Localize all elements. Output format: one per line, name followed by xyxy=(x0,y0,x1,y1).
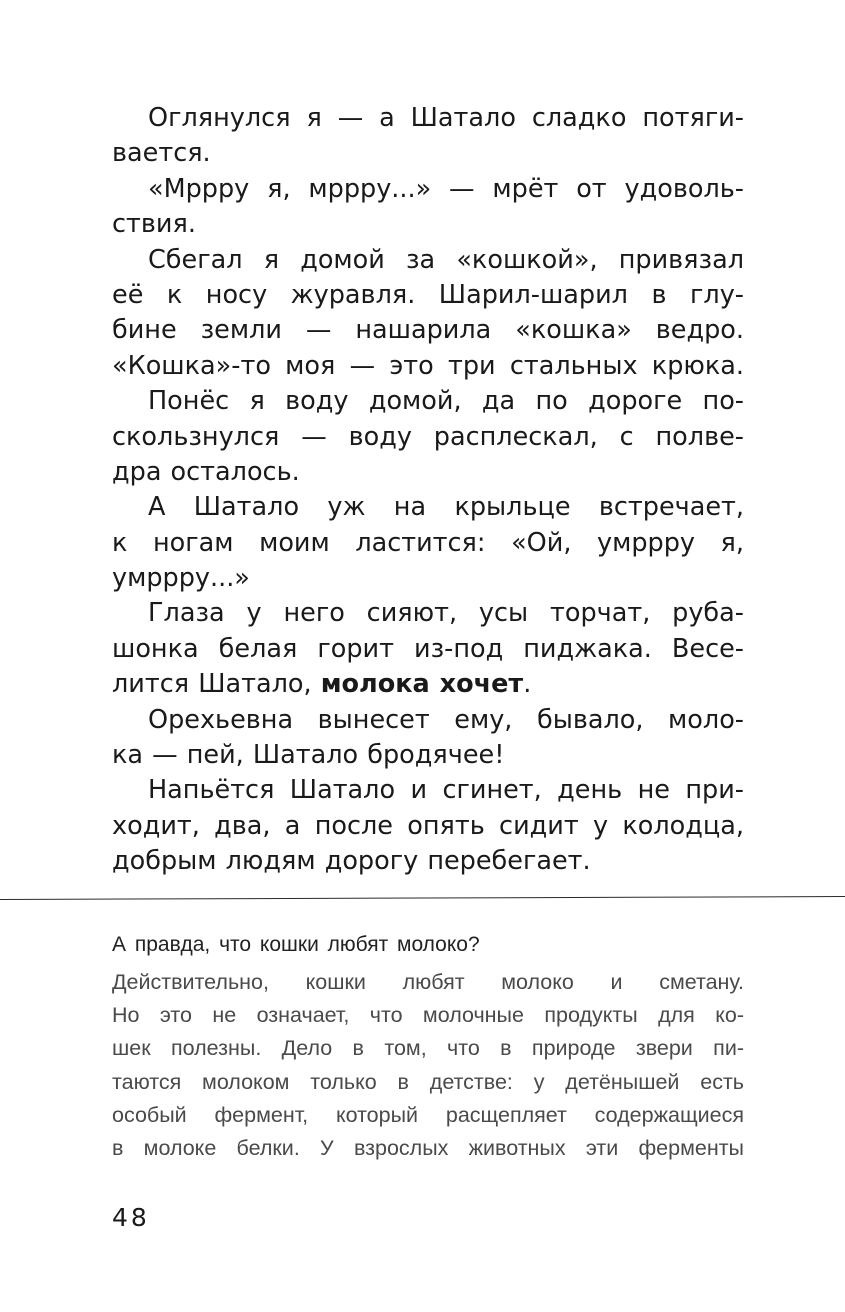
story-line: дра осталось. xyxy=(112,456,300,487)
story-line: её к носу журавля. Шарил-шарил в глу- xyxy=(112,279,744,310)
line-end-punctuation: . xyxy=(523,669,532,700)
story-line: «Мррру я, мррру...» — мрёт от удоволь- xyxy=(148,173,744,204)
story-line: добрым людям дорогу перебегает. xyxy=(112,846,591,877)
story-line: Орехьевна вынесет ему, бывало, моло- xyxy=(148,704,744,735)
story-line xyxy=(112,667,744,702)
story-line: Сбегал я домой за «кошкой», привязал xyxy=(148,244,744,275)
aside-line: шек полезны. Дело в том, что в природе звери пи- xyxy=(112,1036,744,1061)
story-line-start: лится Шатало, xyxy=(112,669,312,700)
story-line: ствия. xyxy=(112,209,196,240)
story-line: скользнулся — воду расплескал, с полве- xyxy=(112,421,744,452)
aside-line: Но это не означает, что молочные продукты для ко- xyxy=(112,1003,744,1028)
story-line: А Шатало уж на крыльце встречает, xyxy=(148,492,744,523)
story-line: Понёс я воду домой, да по дороге по- xyxy=(148,386,744,417)
page-number: 48 xyxy=(112,1203,150,1232)
aside-line: в молоке белки. У взрослых животных эти ферменты xyxy=(112,1135,744,1160)
story-line: Глаза у него сияют, усы торчат, руба- xyxy=(148,598,744,629)
story-line: шонка белая горит из-под пиджака. Весе- xyxy=(112,633,744,664)
story-line: умррру...» xyxy=(112,563,250,594)
section-divider xyxy=(0,896,845,900)
story-line: бине земли — нашарила «кошка» ведро. xyxy=(112,315,744,346)
story-line: «Кошка»-то моя — это три стальных крюка. xyxy=(112,350,744,381)
aside-line: Действительно, кошки любят молоко и сметану. xyxy=(112,970,744,994)
story-line: Оглянулся я — а Шатало сладко потяги- xyxy=(148,103,744,133)
story-line: вается. xyxy=(112,138,211,169)
story-line: к ногам моим ластится: «Ой, умррру я, xyxy=(112,527,744,558)
story-line: Напьётся Шатало и сгинет, день не при- xyxy=(148,775,744,806)
aside-body xyxy=(112,966,744,1165)
bold-phrase: молока хочет xyxy=(320,669,524,700)
aside-line: таются молоком только в детстве: у детёнышей есть xyxy=(112,1069,744,1094)
story-line: ходит, два, а после опять сидит у колодца, xyxy=(112,810,744,841)
story-text xyxy=(112,101,744,880)
aside-title: А правда, что кошки любят молоко? xyxy=(112,933,480,956)
story-line: ка — пей, Шатало бродячее! xyxy=(112,740,505,771)
aside-line: особый фермент, который расщепляет содержащиеся xyxy=(112,1102,744,1127)
